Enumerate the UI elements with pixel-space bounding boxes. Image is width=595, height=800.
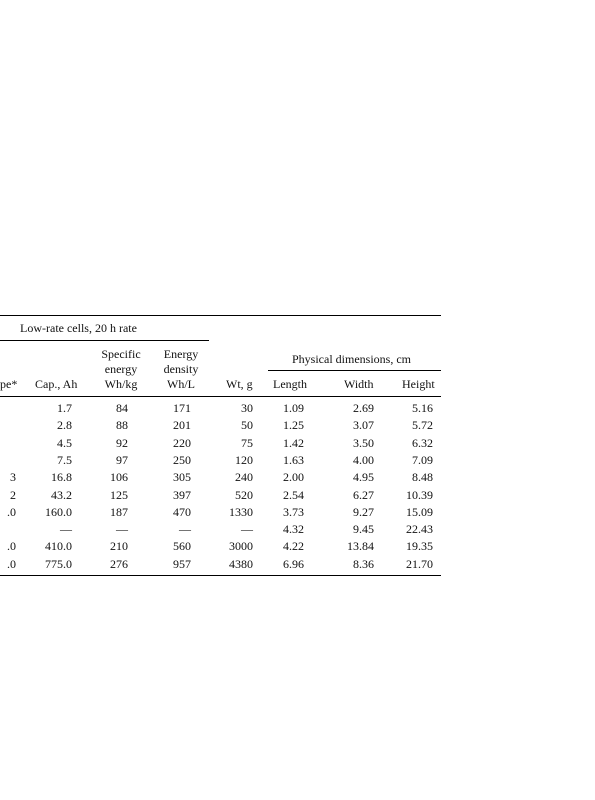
cell-energy-density: 305 bbox=[173, 470, 191, 485]
table-top-rule bbox=[0, 315, 441, 316]
cell-weight: 1330 bbox=[229, 504, 253, 519]
cell-type: 2 bbox=[10, 487, 16, 502]
cell-specific-energy: 210 bbox=[110, 539, 128, 554]
col-header-length: Length bbox=[273, 377, 307, 391]
col-header-width: Width bbox=[344, 377, 374, 391]
cell-cap: 4.5 bbox=[57, 435, 72, 450]
cell-length: 1.63 bbox=[283, 452, 304, 467]
cell-weight: 240 bbox=[235, 470, 253, 485]
group-header-low-rate: Low-rate cells, 20 h rate bbox=[20, 321, 137, 335]
cell-cap: 1.7 bbox=[57, 401, 72, 415]
col-header-weight: Wt, g bbox=[226, 377, 253, 391]
cell-specific-energy: 97 bbox=[116, 452, 128, 467]
cell-specific-energy: 88 bbox=[116, 418, 128, 433]
col-header-specific-energy-line2: energy bbox=[104, 362, 138, 376]
cell-specific-energy: 125 bbox=[110, 487, 128, 502]
cell-width: 4.00 bbox=[353, 452, 374, 467]
cell-height: 19.35 bbox=[406, 539, 433, 554]
cell-width: 6.27 bbox=[353, 487, 374, 502]
cell-specific-energy: 187 bbox=[110, 504, 128, 519]
cell-weight: — bbox=[241, 522, 253, 537]
cell-width: 4.95 bbox=[353, 470, 374, 485]
cell-width: 3.50 bbox=[353, 435, 374, 450]
cell-length: 6.96 bbox=[283, 556, 304, 571]
header-bottom-rule bbox=[0, 396, 441, 397]
cell-specific-energy: 276 bbox=[110, 556, 128, 571]
cell-energy-density: 470 bbox=[173, 504, 191, 519]
cell-energy-density: 201 bbox=[173, 418, 191, 433]
cell-width: 2.69 bbox=[353, 401, 374, 415]
cell-height: 22.43 bbox=[406, 522, 433, 537]
cell-weight: 520 bbox=[235, 487, 253, 502]
cell-weight: 3000 bbox=[229, 539, 253, 554]
dimensions-rule bbox=[268, 370, 441, 371]
cell-width: 9.27 bbox=[353, 504, 374, 519]
col-header-specific-energy-line1: Specific bbox=[101, 347, 141, 361]
cell-width: 3.07 bbox=[353, 418, 374, 433]
col-header-cap: Cap., Ah bbox=[35, 377, 78, 391]
cell-energy-density: 171 bbox=[173, 401, 191, 415]
cell-energy-density: — bbox=[179, 522, 191, 537]
cell-weight: 75 bbox=[241, 435, 253, 450]
col-header-energy-density-line2: density bbox=[163, 362, 199, 376]
cell-height: 10.39 bbox=[406, 487, 433, 502]
cell-specific-energy: 84 bbox=[116, 401, 128, 415]
cell-specific-energy: — bbox=[116, 522, 128, 537]
cell-length: 4.22 bbox=[283, 539, 304, 554]
col-header-type: pe* bbox=[0, 377, 18, 391]
cell-energy-density: 397 bbox=[173, 487, 191, 502]
cell-width: 13.84 bbox=[347, 539, 374, 554]
cell-specific-energy: 92 bbox=[116, 435, 128, 450]
cell-length: 2.54 bbox=[283, 487, 304, 502]
cell-length: 1.42 bbox=[283, 435, 304, 450]
cell-type: .0 bbox=[7, 556, 16, 571]
cell-height: 8.48 bbox=[412, 470, 433, 485]
cell-length: 3.73 bbox=[283, 504, 304, 519]
cell-specific-energy: 106 bbox=[110, 470, 128, 485]
cell-energy-density: 220 bbox=[173, 435, 191, 450]
cell-length: 4.32 bbox=[283, 522, 304, 537]
col-header-energy-density-unit: Wh/L bbox=[167, 377, 195, 391]
cell-cap: — bbox=[60, 522, 72, 537]
cell-height: 21.70 bbox=[406, 556, 433, 571]
cell-type: .0 bbox=[7, 504, 16, 519]
cell-length: 2.00 bbox=[283, 470, 304, 485]
low-rate-rule bbox=[0, 340, 209, 341]
cell-cap: 43.2 bbox=[51, 487, 72, 502]
cell-weight: 120 bbox=[235, 452, 253, 467]
cell-height: 5.72 bbox=[412, 418, 433, 433]
cell-type: .0 bbox=[7, 539, 16, 554]
cell-energy-density: 560 bbox=[173, 539, 191, 554]
cell-cap: 2.8 bbox=[57, 418, 72, 433]
cell-height: 7.09 bbox=[412, 452, 433, 467]
cell-width: 8.36 bbox=[353, 556, 374, 571]
cell-weight: 4380 bbox=[229, 556, 253, 571]
cell-cap: 775.0 bbox=[45, 556, 72, 571]
table-bottom-rule bbox=[0, 575, 441, 576]
col-header-height: Height bbox=[402, 377, 435, 391]
cell-length: 1.25 bbox=[283, 418, 304, 433]
cell-energy-density: 957 bbox=[173, 556, 191, 571]
cell-energy-density: 250 bbox=[173, 452, 191, 467]
group-header-dimensions: Physical dimensions, cm bbox=[292, 352, 411, 366]
cell-cap: 7.5 bbox=[57, 452, 72, 467]
col-header-energy-density-line1: Energy bbox=[163, 347, 199, 361]
cell-cap: 160.0 bbox=[45, 504, 72, 519]
cell-weight: 50 bbox=[241, 418, 253, 433]
col-header-specific-energy-unit: Wh/kg bbox=[104, 377, 138, 391]
cell-type: 3 bbox=[10, 470, 16, 485]
cell-length: 1.09 bbox=[283, 401, 304, 415]
cell-cap: 16.8 bbox=[51, 470, 72, 485]
cell-height: 15.09 bbox=[406, 504, 433, 519]
cell-weight: 30 bbox=[241, 401, 253, 415]
cell-cap: 410.0 bbox=[45, 539, 72, 554]
cell-height: 5.16 bbox=[412, 401, 433, 415]
cell-width: 9.45 bbox=[353, 522, 374, 537]
cell-height: 6.32 bbox=[412, 435, 433, 450]
